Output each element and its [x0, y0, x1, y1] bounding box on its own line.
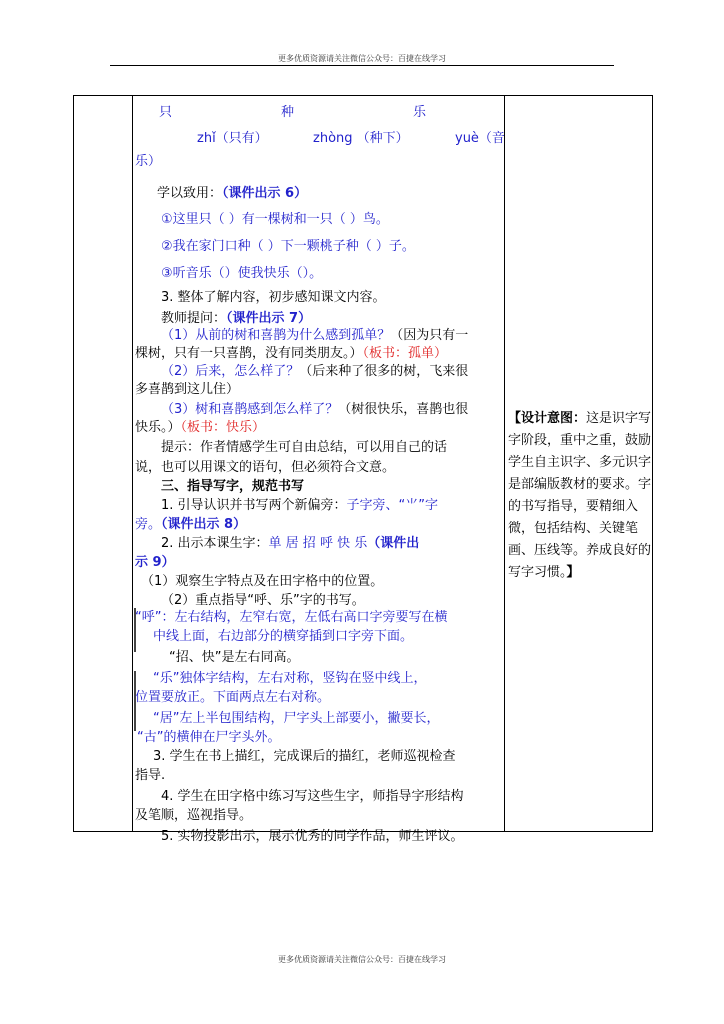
pinyin-zhong: zhòng （种下）	[313, 131, 409, 146]
step-practice: 4. 学生在田字格中练习写这些生字，师指导字形结构	[161, 789, 464, 804]
answer-1-text: 棵树，只有一只喜鹊，没有同类朋友。）	[135, 346, 363, 361]
column-divider	[504, 96, 505, 831]
pinyin-zhi: zhǐ（只有）	[197, 131, 268, 146]
radicals-names: 子字旁、“⺌”字	[346, 498, 439, 513]
question-1-text: （1）从前的树和喜鹊为什么感到孤单？	[161, 328, 391, 343]
question-2-text: （2）后来，怎么样了？	[161, 364, 300, 379]
answer-2-cont: 多喜鹊到这儿住）	[135, 382, 240, 397]
answer-3-text: 快乐。）	[135, 420, 181, 435]
new-chars-intro: 2. 出示本课生字：	[161, 536, 269, 551]
courseware-tag: （课件出示 6）	[222, 186, 308, 201]
apply-line	[157, 183, 307, 205]
step-showcase: 5. 实物投影出示，展示优秀的同学作品，师生评议。	[161, 829, 464, 844]
new-chars-list: 单 居 招 呼 快 乐	[268, 536, 368, 551]
step-practice-cont: 及笔顺，巡视指导。	[135, 808, 253, 823]
courseware-tag: （课件出示 7）	[226, 311, 312, 326]
ju-guide-2: “古”的横伸在尸字头外。	[137, 730, 281, 745]
le-guide-2: 位置要放正。下面两点左右对称。	[135, 690, 331, 705]
question-3-answer: （树很快乐，喜鹊也很	[338, 402, 469, 417]
tip-line-2: 说，也可以用课文的语句，但必须符合文意。	[135, 460, 396, 475]
step-trace: 3. 学生在书上描红，完成课后的描红，老师巡视检查	[153, 749, 456, 764]
char-zhong: 种	[281, 105, 295, 120]
apply-label: 学以致用：	[157, 186, 223, 201]
answer-3-line	[135, 417, 265, 439]
question-3-text: （3）树和喜鹊感到怎么样了？	[161, 402, 339, 417]
courseware-tag: （课件出	[367, 536, 420, 551]
step-observe: （1）观察生字特点及在田字格中的位置。	[141, 574, 384, 589]
design-intent-close: 】	[566, 565, 580, 580]
design-intent-cell	[508, 408, 654, 584]
lesson-table	[73, 95, 653, 844]
question-2-answer: （后来种了很多的树，飞来很	[299, 364, 469, 379]
le-guide-1: “乐”独体字结构，左右对称，竖钩在竖中线上，	[153, 671, 427, 686]
section-3-heading: 三、指导写字，规范书写	[161, 479, 305, 494]
design-intent-text: 这是识字写字阶段，重中之重，鼓励学生自主识字、多元识字是部编版教材的要求。字的书写指导，要精细入微，包括结构、关键笔画、压线等。养成良好的写字习惯。	[508, 411, 652, 580]
hu-guide-2: 中线上面，右边部分的横穿插到口字旁下面。	[153, 629, 414, 644]
teacher-question-label: 教师提问：	[161, 311, 227, 326]
question-1-answer: （因为只有一	[390, 328, 469, 343]
courseware-tag-cont: 示 9）	[135, 555, 175, 570]
exercise-1: ①这里只（ ）有一棵树和一只（ ）鸟。	[161, 212, 389, 227]
board-note-happy: （板书：快乐）	[180, 420, 266, 435]
page-footer: 更多优质资源请关注微信公众号：百捷在线学习	[278, 955, 446, 964]
pinyin-continued: 乐）	[135, 154, 162, 169]
radicals-end: 旁。	[135, 517, 162, 532]
step-3: 3. 整体了解内容，初步感知课文内容。	[161, 290, 386, 305]
step-trace-cont: 指导.	[135, 768, 166, 783]
step-focus: （2）重点指导“呼、乐”字的书写。	[161, 593, 365, 608]
char-zhi: 只	[159, 105, 173, 120]
lesson-content-cell	[133, 96, 505, 844]
exercise-2: ②我在家门口种（ ）下一颗桃子种（ ）子。	[161, 239, 415, 254]
page-header: 更多优质资源请关注微信公众号：百捷在线学习	[278, 54, 446, 63]
board-note-lonely: （板书：孤单）	[362, 346, 448, 361]
ju-guide-1: “居”左上半包围结构，尸字头上部要小，撇要长，	[153, 711, 440, 726]
header-divider	[110, 65, 614, 66]
courseware-tag: （课件出示 8）	[161, 517, 247, 532]
pinyin-yue: yuè（音	[455, 131, 505, 146]
tip-line-1: 提示：作者情感学生可自由总结，可以用自己的话	[161, 440, 448, 455]
zhao-kuai-guide: “招、快”是左右同高。	[169, 650, 300, 665]
char-le: 乐	[413, 105, 427, 120]
radicals-intro: 1. 引导认识并书写两个新偏旁：	[161, 498, 347, 513]
design-intent-label: 【设计意图：	[508, 411, 587, 426]
exercise-3: ③听音乐（）使我快乐（）。	[161, 266, 323, 281]
hu-guide-1: “呼”：左右结构，左窄右宽，左低右高口字旁要写在横	[135, 610, 448, 625]
new-chars-line	[161, 533, 419, 555]
